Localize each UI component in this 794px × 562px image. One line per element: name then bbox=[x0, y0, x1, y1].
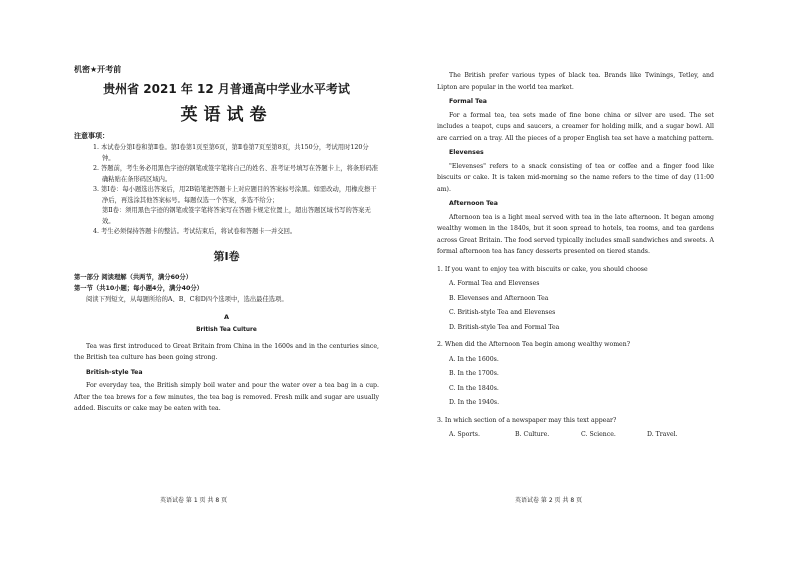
passage-paragraph: Afternoon tea is a light meal served with tea in the late afternoon. It began among wealthy women in the 1840s, but it soon spread to hotels, tea rooms, and tea gardens across Great Britain. The food served typically includes small sandwiches and sweets. A formal afternoon tea has fancy desserts presented on tiered stands. bbox=[437, 213, 714, 255]
passage-subheading: British-style Tea bbox=[86, 368, 143, 376]
passage-paragraph: The British prefer various types of black tea. Brands like Twinings, Tetley, and Lipton are popular in the world tea market. bbox=[437, 72, 714, 91]
question-1-option-a: A. Formal Tea and Elevenses bbox=[449, 280, 540, 287]
question-3: 3. In which section of a newspaper may this text appear? bbox=[437, 416, 617, 424]
question-1-option-d: D. British-style Tea and Formal Tea bbox=[449, 323, 560, 331]
question-2-option-b: B. In the 1700s. bbox=[449, 370, 499, 377]
notice-item: 1. 本试卷分第Ⅰ卷和第Ⅱ卷。第Ⅰ卷第1页至第6页，第Ⅱ卷第7页至第8页，共150分，考试用时120分钟。 bbox=[93, 144, 369, 162]
page-footer: 英语试卷 第 2 页 共 8 页 bbox=[515, 497, 583, 504]
question-2-option-a: A. In the 1600s. bbox=[449, 355, 499, 363]
notice-item: 3. 第Ⅰ卷：每小题选出答案后，用2B铅笔把答题卡上对应题目的答案标号涂黑。如需改动，用橡皮擦干净后，再选涂其他答案标号。每题仅选一个答案，多选不给分； bbox=[93, 186, 377, 204]
exam-subject: 英语试卷 bbox=[180, 105, 273, 125]
question-2-option-d: D. In the 1940s. bbox=[449, 399, 500, 406]
part-subheading: 第一节（共10小题；每小题4分，满分40分） bbox=[74, 284, 203, 292]
question-2: 2. When did the Afternoon Tea begin among wealthy women? bbox=[437, 341, 631, 348]
passage-paragraph: Tea was first introduced to Great Britain from China in the 1600s and in the centuries since, the British tea culture has been going strong. bbox=[74, 342, 379, 361]
question-3-option-b: B. Culture. bbox=[515, 431, 550, 438]
question-2-option-c: C. In the 1840s. bbox=[449, 384, 499, 392]
passage-paragraph: For a formal tea, tea sets made of fine bone china or silver are used. The set includes a teapot, cups and saucers, a creamer for holding milk, and a sugar bowl. All are carried on a tray. All the pieces of a proper English tea set have a matching pattern. bbox=[437, 111, 714, 142]
question-1-option-b: B. Elevenses and Afternoon Tea bbox=[449, 294, 549, 302]
right-page bbox=[397, 0, 794, 562]
passage-subheading: Formal Tea bbox=[449, 98, 487, 105]
question-3-option-d: D. Travel. bbox=[647, 431, 678, 438]
section-title: 第Ⅰ卷 bbox=[213, 249, 240, 263]
notice-item: 4. 考生必须保持答题卡的整洁。考试结束后，将试卷和答题卡一并交回。 bbox=[93, 228, 297, 235]
question-1-option-c: C. British-style Tea and Elevenses bbox=[449, 309, 556, 316]
question-3-option-a: A. Sports. bbox=[449, 431, 480, 438]
question-3-options bbox=[437, 429, 714, 441]
exam-title: 贵州省 2021 年 12 月普通高中学业水平考试 bbox=[103, 82, 350, 96]
confidential-mark: 机密★开考前 bbox=[74, 65, 122, 74]
passage-title: British Tea Culture bbox=[196, 326, 257, 333]
notice-item: 2. 答题前，考生务必用黑色字迹的钢笔或签字笔将自己的姓名、准考证号填写在答题卡上，将条形码准确粘贴在条形码区域内。 bbox=[93, 165, 379, 183]
passage-subheading: Elevenses bbox=[449, 149, 484, 156]
question-3-option-c: C. Science. bbox=[581, 431, 616, 438]
passage-letter: A bbox=[223, 312, 230, 321]
question-1: 1. If you want to enjoy tea with biscuits or cake, you should choose bbox=[437, 265, 648, 273]
instruction: 阅读下列短文，从每题所给的A、B、C和D四个选项中，选出最佳选项。 bbox=[86, 295, 288, 303]
passage-paragraph: For everyday tea, the British simply boil water and pour the water over a tea bag in a cup. After the tea brews for a few minutes, the tea bag is removed. Fresh milk and sugar are usually added. Biscuits or cake may be eaten with tea. bbox=[74, 382, 379, 412]
notice-heading: 注意事项： bbox=[74, 132, 109, 140]
part-heading: 第一部分 阅读理解（共两节，满分60分） bbox=[74, 273, 193, 281]
notice-sub-item: 第Ⅱ卷：须用黑色字迹的钢笔或签字笔将答案写在答题卡规定位置上，超出答题区域书写的答案无效。 bbox=[102, 207, 371, 225]
passage-subheading: Afternoon Tea bbox=[449, 200, 498, 207]
page-footer: 英语试卷 第 1 页 共 8 页 bbox=[160, 497, 228, 504]
passage-paragraph: "Elevenses" refers to a snack consisting of tea or coffee and a finger food like biscuits or cake. It is taken mid-morning so the name refers to the time of day (11:00 am). bbox=[437, 162, 714, 193]
